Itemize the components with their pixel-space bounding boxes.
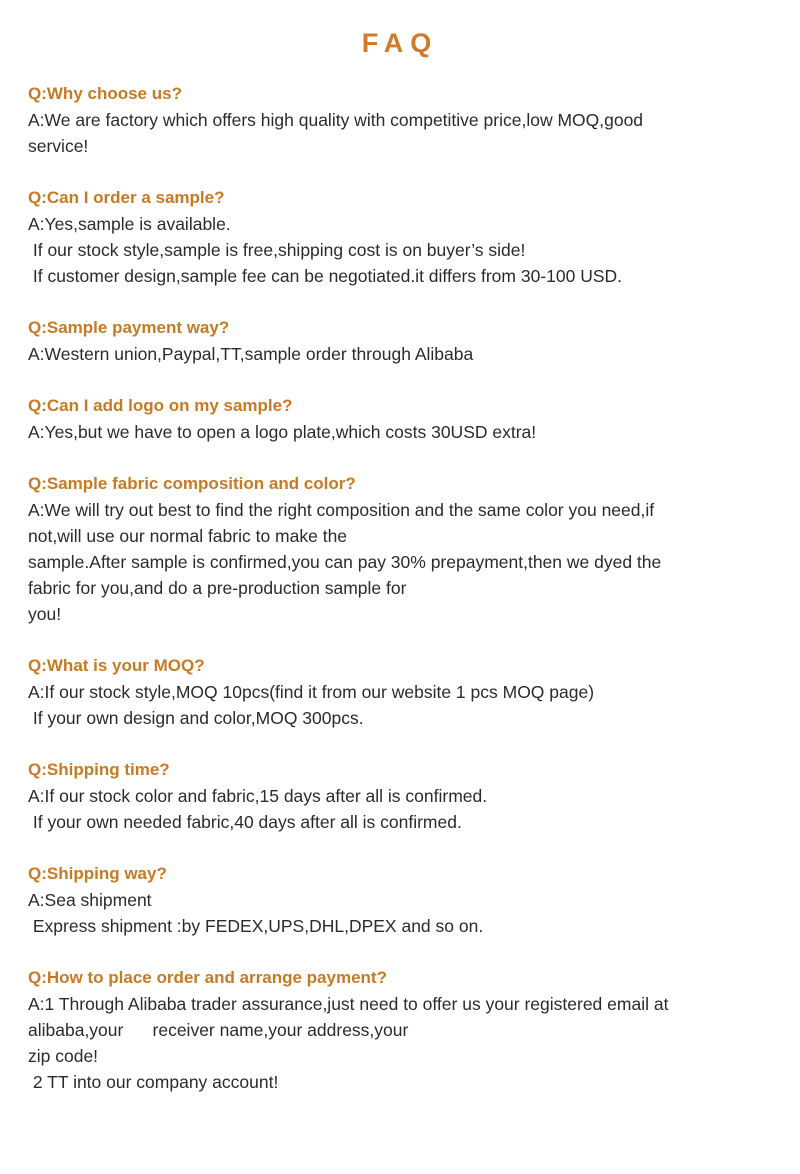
faq-answer-line: A:Sea shipment	[28, 890, 152, 910]
faq-item	[28, 81, 772, 159]
faq-answer-line: A:We are factory which offers high quality with competitive price,low MOQ,good	[28, 110, 644, 130]
faq-answer-line: If customer design,sample fee can be negotiated.it differs from 30-100 USD.	[28, 266, 623, 286]
faq-answer-line: A:Yes,sample is available.	[28, 214, 231, 234]
faq-answer-line: service!	[28, 136, 89, 156]
faq-item	[28, 185, 772, 289]
faq-question: Q:Can I add logo on my sample?	[28, 396, 293, 415]
faq-answer-line: A:Yes,but we have to open a logo plate,which costs 30USD extra!	[28, 422, 537, 442]
faq-answer-line: Express shipment :by FEDEX,UPS,DHL,DPEX and so on.	[28, 916, 484, 936]
faq-answer-line: A:We will try out best to find the right composition and the same color you need,if	[28, 500, 655, 520]
faq-answer-line: sample.After sample is confirmed,you can pay 30% prepayment,then we dyed the	[28, 552, 662, 572]
faq-item	[28, 965, 772, 1095]
faq-question: Q:How to place order and arrange payment?	[28, 968, 387, 987]
faq-answer-line: fabric for you,and do a pre-production sample for	[28, 578, 407, 598]
faq-answer-line: A:Western union,Paypal,TT,sample order through Alibaba	[28, 344, 474, 364]
faq-question: Q:What is your MOQ?	[28, 656, 205, 675]
faq-question: Q:Sample fabric composition and color?	[28, 474, 356, 493]
faq-answer-line: A:If our stock color and fabric,15 days after all is confirmed.	[28, 786, 488, 806]
faq-item	[28, 471, 772, 627]
page-title: FAQ	[361, 28, 439, 58]
faq-answer-line: A:If our stock style,MOQ 10pcs(find it from our website 1 pcs MOQ page)	[28, 682, 595, 702]
faq-item	[28, 757, 772, 835]
faq-question: Q:Sample payment way?	[28, 318, 230, 337]
faq-question: Q:Can I order a sample?	[28, 188, 225, 207]
faq-list	[28, 55, 772, 1095]
faq-answer-line: alibaba,your receiver name,your address,your	[28, 1020, 409, 1040]
faq-question: Q:Shipping time?	[28, 760, 170, 779]
faq-question: Q:Shipping way?	[28, 864, 167, 883]
faq-item	[28, 315, 772, 367]
faq-item	[28, 653, 772, 731]
faq-answer-line: 2 TT into our company account!	[28, 1072, 279, 1092]
faq-answer-line: If our stock style,sample is free,shipping cost is on buyer’s side!	[28, 240, 526, 260]
faq-answer-line: If your own needed fabric,40 days after all is confirmed.	[28, 812, 462, 832]
faq-item	[28, 861, 772, 939]
faq-item	[28, 393, 772, 445]
faq-answer-line: you!	[28, 604, 62, 624]
faq-question: Q:Why choose us?	[28, 84, 182, 103]
faq-answer-line: zip code!	[28, 1046, 99, 1066]
faq-answer-line: not,will use our normal fabric to make the	[28, 526, 348, 546]
faq-answer-line: A:1 Through Alibaba trader assurance,just need to offer us your registered email at	[28, 994, 669, 1014]
faq-answer-line: If your own design and color,MOQ 300pcs.	[28, 708, 364, 728]
